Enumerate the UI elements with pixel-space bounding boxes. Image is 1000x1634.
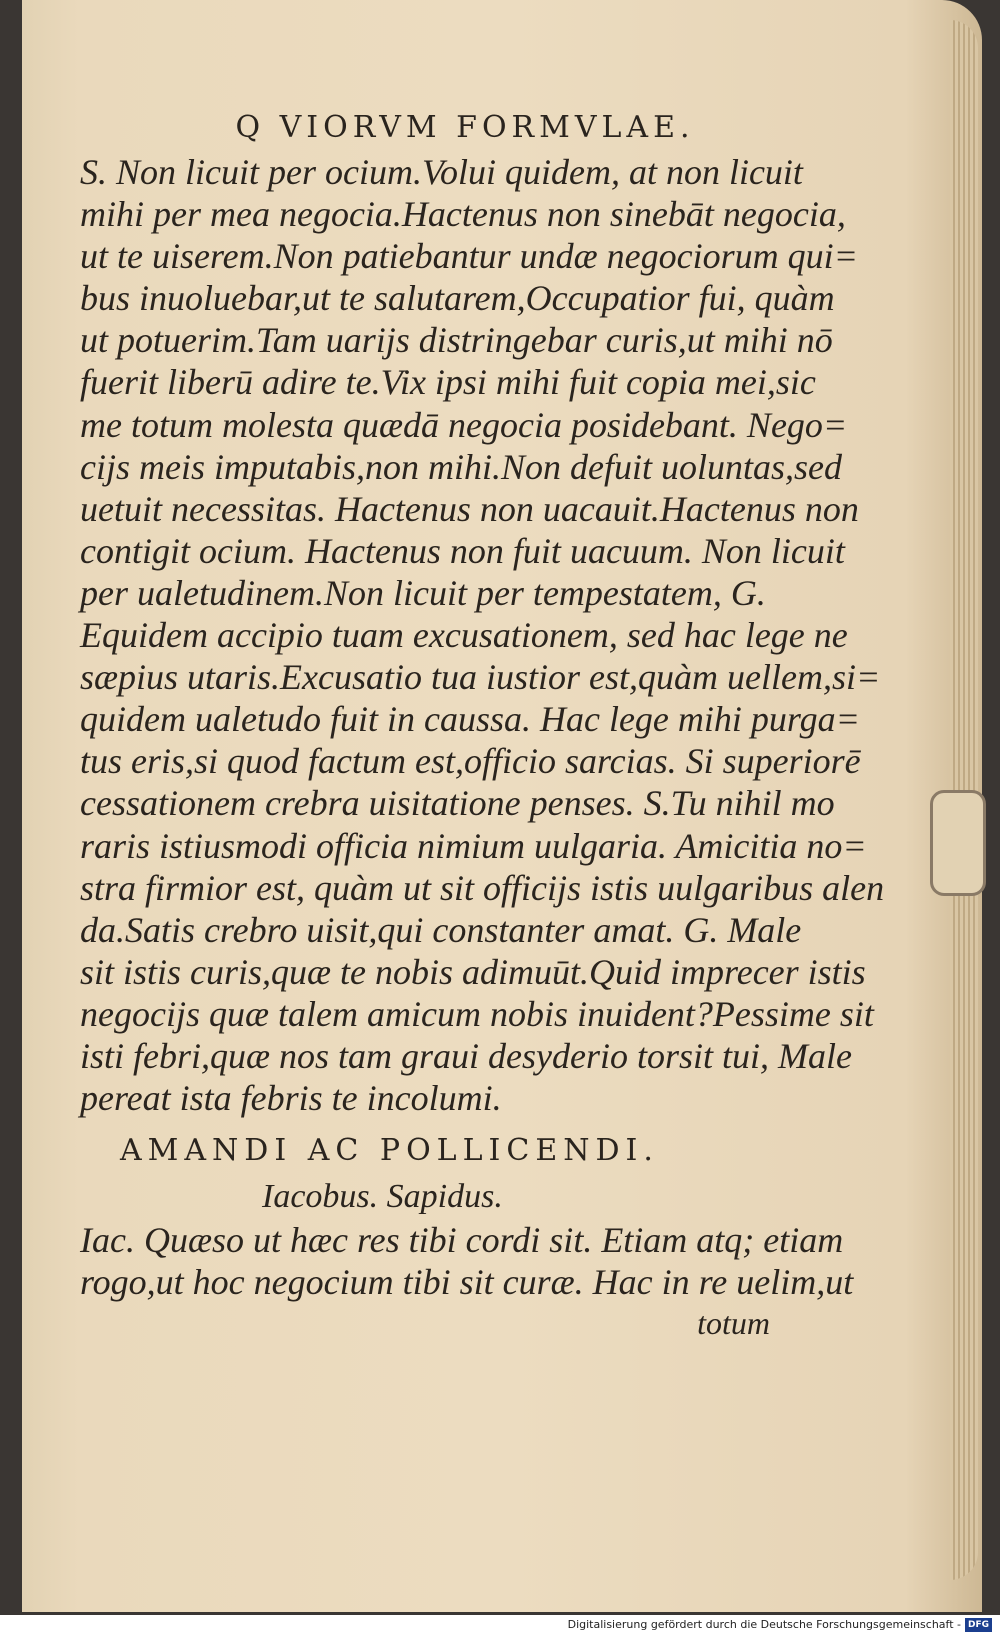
text-line: contigit ocium. Hactenus non fuit uacuum. Non licuit (80, 530, 845, 571)
text-line: ut potuerim.Tam uarijs distringebar curis,ut mihi nō (80, 320, 833, 361)
text-line: quidem ualetudo fuit in caussa. Hac lege mihi purga= (80, 699, 860, 740)
dfg-logo: DFG (965, 1618, 992, 1632)
text-line: per ualetudinem.Non licuit per tempestatem, G. (80, 572, 766, 613)
text-line: fuerit liberū adire te.Vix ipsi mihi fuit copia mei,sic (80, 362, 816, 403)
body-text-2 (80, 1219, 854, 1303)
catchword: totum (697, 1305, 770, 1342)
section-title: AMANDI AC POLLICENDI. (120, 1133, 659, 1169)
text-line: sit istis curis,quæ te nobis adimuūt.Quid imprecer istis (80, 951, 866, 992)
text-line: Iac. Quæso ut hæc res tibi cordi sit. Etiam atq; etiam (80, 1220, 844, 1261)
text-line: cijs meis imputabis,non mihi.Non defuit uoluntas,sed (80, 446, 842, 487)
text-line: ut te uiserem.Non patiebantur undæ negociorum qui= (80, 236, 858, 277)
text-line: rogo,ut hoc negocium tibi sit curæ. Hac in re uelim,ut (80, 1262, 854, 1303)
text-line: da.Satis crebro uisit,qui constanter amat. G. Male (80, 909, 802, 950)
funding-credit: Digitalisierung gefördert durch die Deutsche Forschungsgemeinschaft - (567, 1618, 961, 1631)
text-line: isti febri,quæ nos tam graui desyderio torsit tui, Male (80, 1035, 852, 1076)
text-line: uetuit necessitas. Hactenus non uacauit.Hactenus non (80, 488, 859, 529)
text-line: tus eris,si quod factum est,officio sarcias. Si superiorē (80, 741, 861, 782)
text-line: S. Non licuit per ocium.Volui quidem, at non licuit (80, 152, 803, 192)
text-line: mihi per mea negocia.Hactenus non sinebāt negocia, (80, 194, 846, 235)
body-text (80, 151, 885, 1119)
text-line: stra firmior est, quàm ut sit officijs istis uulgaribus alen (80, 867, 885, 908)
text-line: cessationem crebra uisitatione penses. S.Tu nihil mo (80, 783, 835, 824)
page-text (80, 110, 885, 1343)
text-line: negocijs quæ talem amicum nobis inuident?Pessime sit (80, 993, 874, 1034)
text-line: raris istiusmodi officia nimium uulgaria. Amicitia no= (80, 825, 867, 866)
running-header: Q VIORVM FORMVLAE. (235, 110, 695, 145)
text-line: bus inuoluebar,ut te salutarem,Occupatior fui, quàm (80, 278, 835, 319)
digitization-footer (568, 1616, 992, 1634)
text-line: me totum molesta quædā negocia posidebant. Nego= (80, 404, 848, 445)
speakers: Iacobus. Sapidus. (262, 1178, 503, 1216)
text-line: pereat ista febris te incolumi. (80, 1078, 502, 1119)
text-line: Equidem accipio tuam excusationem, sed hac lege ne (80, 615, 848, 656)
page-tab (930, 790, 986, 896)
text-line: sæpius utaris.Excusatio tua iustior est,quàm uellem,si= (80, 657, 881, 698)
